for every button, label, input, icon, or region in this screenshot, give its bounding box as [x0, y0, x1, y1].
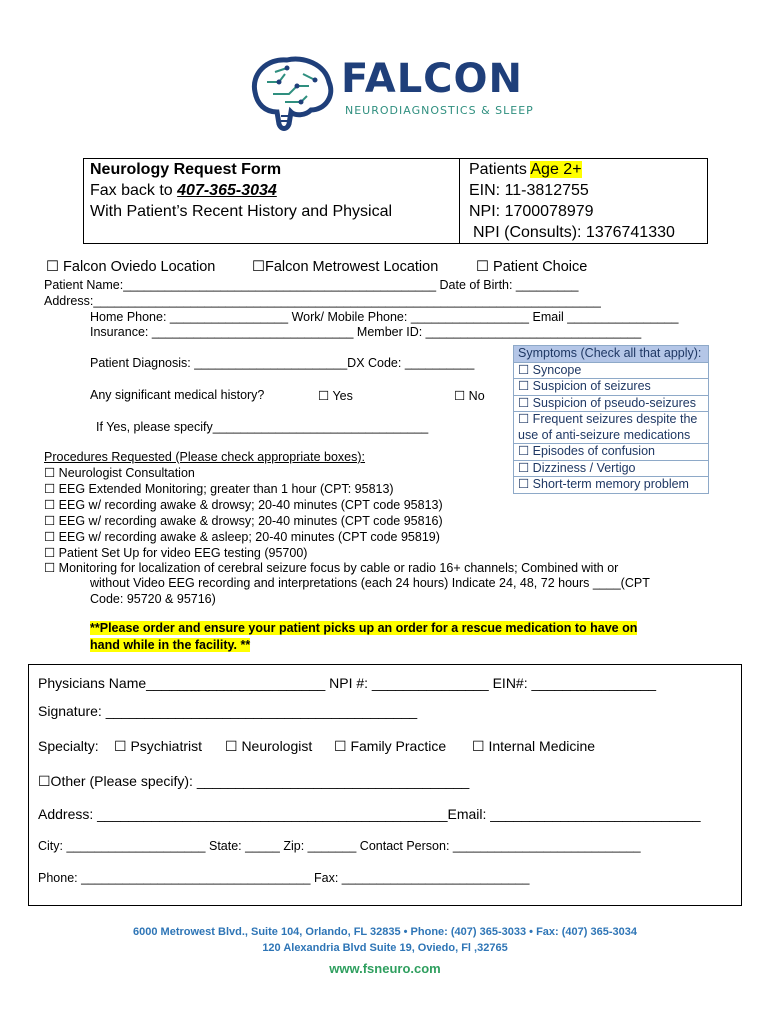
- insurance-field[interactable]: Insurance: _____________________________ Member ID: _______________________________: [90, 325, 642, 339]
- symptom-memory[interactable]: ☐ Short-term memory problem: [514, 477, 709, 494]
- specialty-internal-medicine-checkbox[interactable]: ☐ Internal Medicine: [472, 738, 596, 754]
- specialty-neurologist-checkbox[interactable]: ☐ Neurologist: [225, 738, 313, 754]
- symptom-frequent-seizures[interactable]: ☐ Frequent seizures despite the use of anti-seizure medications: [514, 412, 709, 444]
- physician-name-field[interactable]: Physicians Name_______________________ NPI #: _______________ EIN#: ________________: [38, 675, 657, 691]
- procedure-video-eeg-setup[interactable]: ☐ Patient Set Up for video EEG testing (95700): [44, 546, 308, 560]
- signature-field[interactable]: Signature: ________________________________________: [38, 703, 418, 719]
- patients-age-line: [469, 161, 582, 179]
- procedure-eeg-95819[interactable]: ☐ EEG w/ recording awake & asleep; 20-40 minutes (CPT code 95819): [44, 530, 440, 544]
- notice-line1: **Please order and ensure your patient picks up an order for a rescue medication to have on: [90, 621, 638, 635]
- rescue-medication-notice: [90, 620, 637, 654]
- diagnosis-field[interactable]: Patient Diagnosis: ______________________DX Code: __________: [90, 356, 475, 370]
- ein: EIN: 11-3812755: [469, 182, 589, 199]
- procedure-monitoring-cont1: without Video EEG recording and interpretations (each 24 hours) Indicate 24, 48, 72 hours ____(CPT: [90, 576, 650, 590]
- form-title: Neurology Request Form: [90, 161, 282, 178]
- specialty-psychiatrist-checkbox[interactable]: ☐ Psychiatrist: [114, 738, 203, 754]
- history-yes-checkbox[interactable]: ☐ Yes: [318, 389, 353, 403]
- header-divider: [459, 159, 460, 243]
- logo-name: FALCON: [341, 56, 524, 102]
- fax-line: [90, 182, 277, 200]
- symptom-pseudo-seizures[interactable]: ☐ Suspicion of pseudo-seizures: [514, 395, 709, 412]
- symptoms-header: Symptoms (Check all that apply):: [514, 346, 709, 363]
- procedure-extended-monitoring[interactable]: ☐ EEG Extended Monitoring; greater than 1 hour (CPT: 95813): [44, 482, 394, 496]
- falcon-logo: [245, 52, 535, 137]
- footer-website[interactable]: www.fsneuro.com: [329, 961, 441, 976]
- footer-address-line: 6000 Metrowest Blvd., Suite 104, Orlando, FL 32835 • Phone: (407) 365-3033 • Fax: (407) 365-3034: [133, 926, 637, 938]
- brain-logo-icon: [245, 52, 337, 134]
- patients-prefix: Patients: [469, 161, 531, 178]
- patient-name-field[interactable]: Patient Name:_____________________________________________ Date of Birth: _________: [44, 278, 579, 292]
- npi-consults: NPI (Consults): 1376741330: [473, 224, 675, 241]
- fax-prefix: Fax back to: [90, 182, 178, 199]
- symptom-dizziness[interactable]: ☐ Dizziness / Vertigo: [514, 460, 709, 477]
- procedure-consultation[interactable]: ☐ Neurologist Consultation: [44, 466, 195, 480]
- npi: NPI: 1700078979: [469, 203, 594, 220]
- symptom-seizures[interactable]: ☐ Suspicion of seizures: [514, 379, 709, 396]
- patient-address-field[interactable]: Address:_________________________________________________________________________: [44, 294, 601, 308]
- physician-address-email-field[interactable]: Address: _____________________________________________Email: ___________________________: [38, 806, 701, 822]
- patient-choice-checkbox[interactable]: ☐ Patient Choice: [476, 259, 588, 275]
- physician-section: [28, 664, 742, 906]
- history-line: With Patient’s Recent History and Physical: [90, 203, 393, 220]
- city-state-zip-contact-field[interactable]: City: ____________________ State: _____ Zip: _______ Contact Person: ___________________________: [38, 839, 641, 853]
- procedure-eeg-95813[interactable]: ☐ EEG w/ recording awake & drowsy; 20-40 minutes (CPT code 95813): [44, 498, 443, 512]
- logo-subtitle: NEURODIAGNOSTICS & SLEEP: [345, 104, 534, 117]
- specialty-other-field[interactable]: ☐Other (Please specify): ___________________________________: [38, 773, 470, 789]
- procedure-monitoring-cont2: Code: 95720 & 95716): [90, 592, 216, 606]
- specialty-label: Specialty:: [38, 738, 99, 754]
- location-metrowest-checkbox[interactable]: ☐Falcon Metrowest Location: [252, 259, 439, 275]
- symptom-syncope[interactable]: ☐ Syncope: [514, 362, 709, 379]
- history-no-checkbox[interactable]: ☐ No: [454, 389, 485, 403]
- phone-fax-field[interactable]: Phone: _________________________________ Fax: ___________________________: [38, 871, 530, 885]
- notice-line2: hand while in the facility. **: [90, 638, 251, 652]
- footer-oviedo-address: 120 Alexandria Blvd Suite 19, Oviedo, Fl ,32765: [262, 942, 508, 954]
- fax-number: 407-365-3034: [177, 182, 277, 199]
- procedure-monitoring[interactable]: ☐ Monitoring for localization of cerebral seizure focus by cable or radio 16+ channels; Combined with or: [44, 561, 619, 575]
- procedure-eeg-95816[interactable]: ☐ EEG w/ recording awake & drowsy; 20-40 minutes (CPT code 95816): [44, 514, 443, 528]
- form-header: [83, 158, 708, 244]
- patients-age: Age 2+: [530, 161, 582, 178]
- symptoms-table: [513, 345, 709, 494]
- location-oviedo-checkbox[interactable]: ☐ Falcon Oviedo Location: [46, 259, 216, 275]
- specialty-family-practice-checkbox[interactable]: ☐ Family Practice: [334, 738, 447, 754]
- history-specify-field[interactable]: If Yes, please specify_______________________________: [96, 420, 429, 434]
- procedures-title: Procedures Requested (Please check appropriate boxes):: [44, 450, 366, 464]
- history-question: Any significant medical history?: [90, 388, 265, 402]
- symptom-confusion[interactable]: ☐ Episodes of confusion: [514, 444, 709, 461]
- phones-field[interactable]: Home Phone: _________________ Work/ Mobile Phone: _________________ Email ________________: [90, 310, 679, 324]
